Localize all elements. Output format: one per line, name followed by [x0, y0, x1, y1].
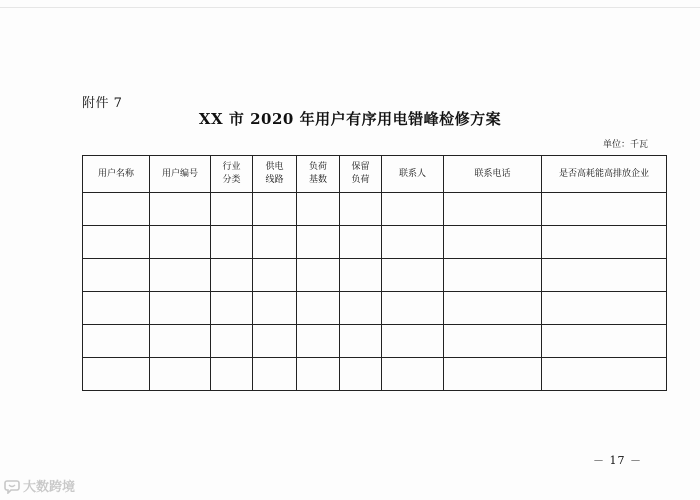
page-number: － 17 －: [593, 454, 642, 467]
scan-edge-line: [0, 7, 700, 8]
column-header: [444, 156, 542, 193]
empty-cell: [382, 259, 444, 292]
empty-cell: [297, 292, 340, 325]
empty-cell: [150, 292, 211, 325]
column-header: [150, 156, 211, 193]
empty-cell: [382, 292, 444, 325]
column-header-text: 是否高耗能高排放企业: [558, 168, 649, 179]
empty-cell: [211, 358, 253, 391]
table-row: [83, 193, 667, 226]
empty-cell: [340, 325, 382, 358]
table-row: [83, 259, 667, 292]
column-header-text: 行业: [222, 162, 241, 172]
column-header: [83, 156, 150, 193]
watermark: [4, 476, 75, 495]
column-header-text: 负荷: [308, 162, 327, 172]
table-header-row: [83, 156, 667, 193]
empty-cell: [253, 226, 297, 259]
empty-cell: [444, 325, 542, 358]
empty-cell: [253, 358, 297, 391]
column-header-text: 用户编号: [161, 168, 198, 179]
empty-cell: [253, 292, 297, 325]
column-header-text: 保留: [351, 162, 370, 172]
empty-cell: [253, 193, 297, 226]
column-header-text: 联系人: [398, 168, 426, 179]
column-header: [297, 156, 340, 193]
empty-cell: [83, 226, 150, 259]
empty-cell: [340, 292, 382, 325]
column-header-text: 供电: [265, 162, 284, 172]
column-header-text: 用户名称: [97, 168, 134, 179]
watermark-text: 大数跨境: [23, 480, 76, 495]
empty-cell: [253, 259, 297, 292]
empty-cell: [83, 259, 150, 292]
peak-shifting-table: [82, 155, 667, 391]
empty-cell: [83, 193, 150, 226]
empty-cell: [542, 226, 667, 259]
empty-cell: [382, 358, 444, 391]
empty-cell: [297, 358, 340, 391]
table-row: [83, 325, 667, 358]
empty-cell: [542, 292, 667, 325]
attachment-label: 附件 7: [82, 96, 123, 111]
empty-cell: [211, 259, 253, 292]
empty-cell: [382, 325, 444, 358]
empty-cell: [150, 226, 211, 259]
empty-cell: [340, 358, 382, 391]
column-header: [253, 156, 297, 193]
empty-cell: [211, 226, 253, 259]
table-row: [83, 226, 667, 259]
empty-cell: [340, 193, 382, 226]
empty-cell: [340, 226, 382, 259]
empty-cell: [83, 292, 150, 325]
empty-cell: [150, 193, 211, 226]
empty-cell: [542, 358, 667, 391]
empty-cell: [542, 325, 667, 358]
column-header-text: 基数: [308, 175, 327, 185]
empty-cell: [297, 193, 340, 226]
empty-cell: [542, 193, 667, 226]
empty-cell: [211, 325, 253, 358]
column-header-text: 联系电话: [474, 168, 511, 179]
unit-label: 单位：千瓦: [602, 140, 648, 150]
column-header: [382, 156, 444, 193]
empty-cell: [340, 259, 382, 292]
empty-cell: [444, 292, 542, 325]
empty-cell: [542, 259, 667, 292]
column-header-text: 分类: [222, 175, 241, 185]
table-body: [83, 193, 667, 391]
empty-cell: [253, 325, 297, 358]
page-title: XX 市 2020 年用户有序用电错峰检修方案: [198, 110, 502, 128]
empty-cell: [382, 193, 444, 226]
empty-cell: [83, 358, 150, 391]
column-header: [340, 156, 382, 193]
empty-cell: [150, 259, 211, 292]
empty-cell: [211, 292, 253, 325]
chat-bubble-logo-icon: [4, 478, 20, 494]
column-header: [211, 156, 253, 193]
empty-cell: [297, 325, 340, 358]
empty-cell: [150, 325, 211, 358]
column-header: [542, 156, 667, 193]
empty-cell: [297, 226, 340, 259]
empty-cell: [444, 259, 542, 292]
column-header-text: 线路: [265, 175, 284, 185]
table-row: [83, 292, 667, 325]
empty-cell: [444, 226, 542, 259]
empty-cell: [150, 358, 211, 391]
empty-cell: [211, 193, 253, 226]
column-header-text: 负荷: [351, 175, 370, 185]
table-row: [83, 358, 667, 391]
empty-cell: [382, 226, 444, 259]
empty-cell: [83, 325, 150, 358]
empty-cell: [297, 259, 340, 292]
empty-cell: [444, 193, 542, 226]
empty-cell: [444, 358, 542, 391]
